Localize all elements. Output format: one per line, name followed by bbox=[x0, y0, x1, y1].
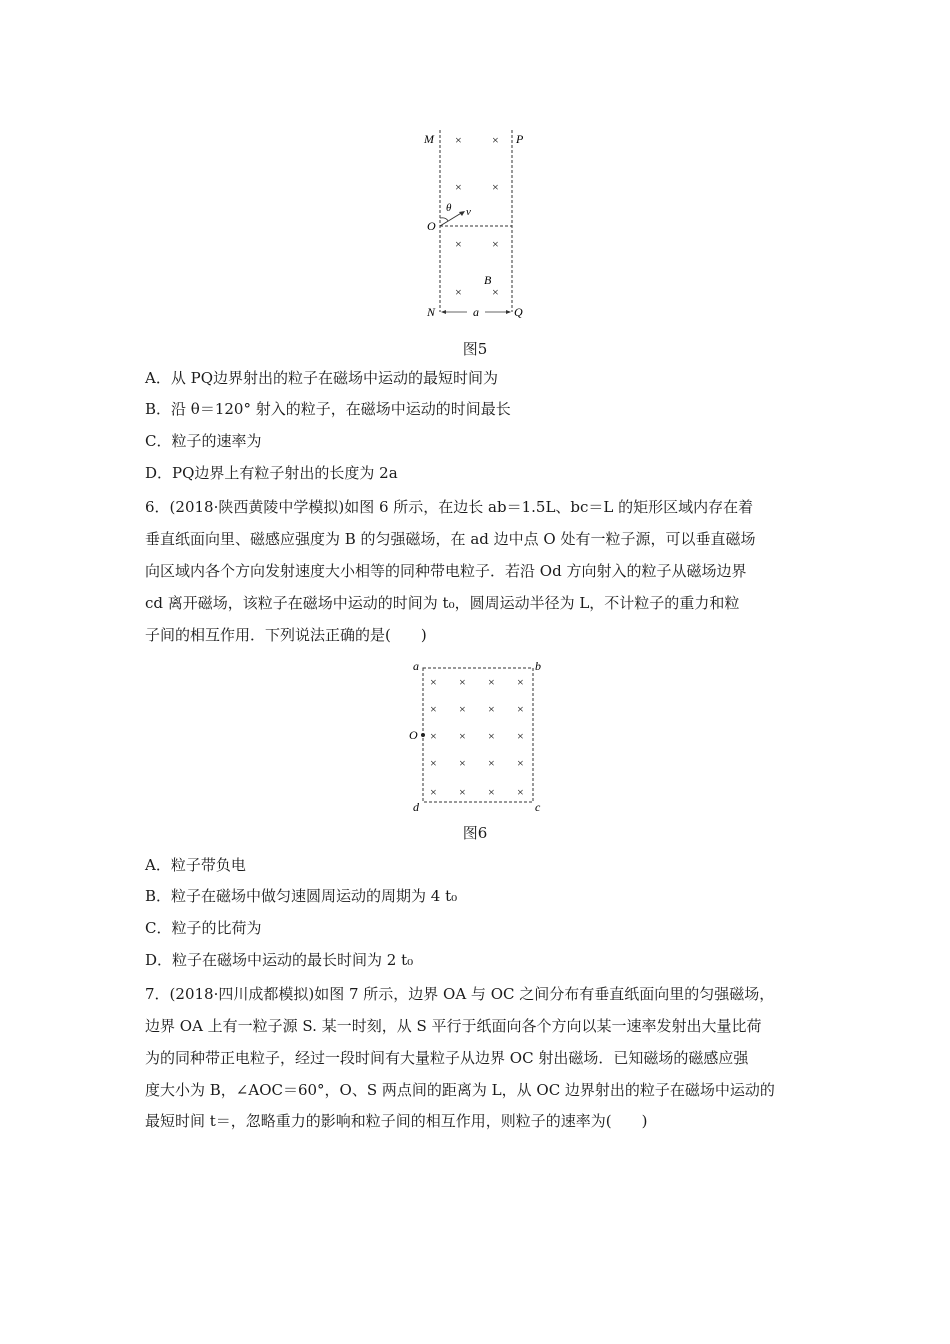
field-cross: × bbox=[459, 675, 466, 689]
label-N: N bbox=[427, 305, 436, 319]
field-cross: × bbox=[517, 756, 524, 770]
label-b: b bbox=[535, 659, 541, 673]
q7-stem-line-5: 最短时间 t＝，忽略重力的影响和粒子间的相互作用，则粒子的速率为( ) bbox=[145, 1112, 648, 1130]
field-cross: × bbox=[488, 785, 495, 799]
field-cross: × bbox=[459, 729, 466, 743]
field-cross: × bbox=[517, 785, 524, 799]
q6-stem-line-5: 子间的相互作用．下列说法正确的是( ) bbox=[145, 626, 427, 644]
q6-option-d: D．粒子在磁场中运动的最长时间为 2 t₀ bbox=[145, 951, 414, 969]
width-arrowhead-right bbox=[506, 310, 511, 314]
field-cross: × bbox=[459, 702, 466, 716]
q6-option-b: B．粒子在磁场中做匀速圆周运动的周期为 4 t₀ bbox=[145, 887, 458, 905]
velocity-arrow bbox=[440, 212, 463, 226]
field-cross: × bbox=[459, 756, 466, 770]
figure-5-caption: 图5 bbox=[462, 340, 488, 358]
field-cross: × bbox=[492, 285, 499, 299]
field-cross: × bbox=[430, 785, 437, 799]
q5-option-a: A．从 PQ边界射出的粒子在磁场中运动的最短时间为 bbox=[145, 369, 498, 387]
q5-option-b: B．沿 θ＝120° 射入的粒子，在磁场中运动的时间最长 bbox=[145, 400, 511, 418]
label-theta: θ bbox=[446, 202, 452, 214]
q6-stem-line-2: 垂直纸面向里、磁感应强度为 B 的匀强磁场，在 ad 边中点 O 处有一粒子源，可以垂直磁场 bbox=[145, 530, 756, 548]
field-cross: × bbox=[430, 702, 437, 716]
field-cross: × bbox=[517, 729, 524, 743]
q7-stem-line-2: 边界 OA 上有一粒子源 S. 某一时刻，从 S 平行于纸面向各个方向以某一速率发射出大量比荷 bbox=[145, 1017, 762, 1035]
field-cross: × bbox=[430, 729, 437, 743]
label-a: a bbox=[473, 305, 479, 319]
field-cross: × bbox=[455, 180, 462, 194]
q6-option-c: C．粒子的比荷为 bbox=[145, 919, 262, 937]
label-O: O bbox=[427, 219, 436, 233]
field-cross: × bbox=[455, 237, 462, 251]
field-cross: × bbox=[492, 237, 499, 251]
field-cross: × bbox=[517, 702, 524, 716]
field-cross: × bbox=[492, 133, 499, 147]
q5-option-c: C．粒子的速率为 bbox=[145, 432, 262, 450]
figure-6 bbox=[405, 658, 545, 813]
label-d: d bbox=[413, 800, 419, 813]
field-cross: × bbox=[430, 756, 437, 770]
q6-stem-line-1: 6．(2018·陕西黄陵中学模拟)如图 6 所示，在边长 ab＝1.5L、bc＝L 的矩形区域内存在着 bbox=[145, 498, 754, 516]
theta-arc bbox=[440, 218, 448, 221]
q7-stem-line-3: 为的同种带正电粒子，经过一段时间有大量粒子从边界 OC 射出磁场．已知磁场的磁感应强 bbox=[145, 1049, 749, 1067]
q6-stem-line-4: cd 离开磁场，该粒子在磁场中运动的时间为 t₀，圆周运动半径为 L，不计粒子的重力和粒 bbox=[145, 594, 740, 612]
figure-6-caption: 图6 bbox=[462, 824, 488, 842]
field-cross: × bbox=[488, 729, 495, 743]
field-cross: × bbox=[430, 675, 437, 689]
label-P: P bbox=[516, 132, 524, 146]
q6-option-a: A．粒子带负电 bbox=[145, 856, 246, 874]
field-cross: × bbox=[455, 285, 462, 299]
label-O: O bbox=[409, 728, 418, 742]
label-B: B bbox=[484, 273, 492, 287]
q6-stem-line-3: 向区域内各个方向发射速度大小相等的同种带电粒子．若沿 Od 方向射入的粒子从磁场边界 bbox=[145, 562, 747, 580]
q7-stem-line-1: 7．(2018·四川成都模拟)如图 7 所示，边界 OA 与 OC 之间分布有垂直纸面向里的匀强磁场， bbox=[145, 985, 775, 1003]
q5-option-d: D．PQ边界上有粒子射出的长度为 2a bbox=[145, 464, 398, 482]
field-cross: × bbox=[517, 675, 524, 689]
particle-source-dot bbox=[421, 733, 425, 737]
field-cross: × bbox=[492, 180, 499, 194]
field-cross: × bbox=[488, 756, 495, 770]
field-crosses bbox=[430, 675, 524, 799]
q7-stem-line-4: 度大小为 B，∠AOC＝60°，O、S 两点间的距离为 L，从 OC 边界射出的粒子在磁场中运动的 bbox=[145, 1081, 775, 1099]
field-cross: × bbox=[488, 702, 495, 716]
label-Q: Q bbox=[514, 305, 523, 319]
width-arrowhead-left bbox=[441, 310, 446, 314]
label-c: c bbox=[535, 800, 541, 813]
figure-5 bbox=[415, 122, 540, 327]
field-cross: × bbox=[459, 785, 466, 799]
label-a: a bbox=[413, 659, 419, 673]
label-v: v bbox=[466, 206, 471, 218]
label-M: M bbox=[424, 132, 434, 146]
field-cross: × bbox=[488, 675, 495, 689]
field-cross: × bbox=[455, 133, 462, 147]
